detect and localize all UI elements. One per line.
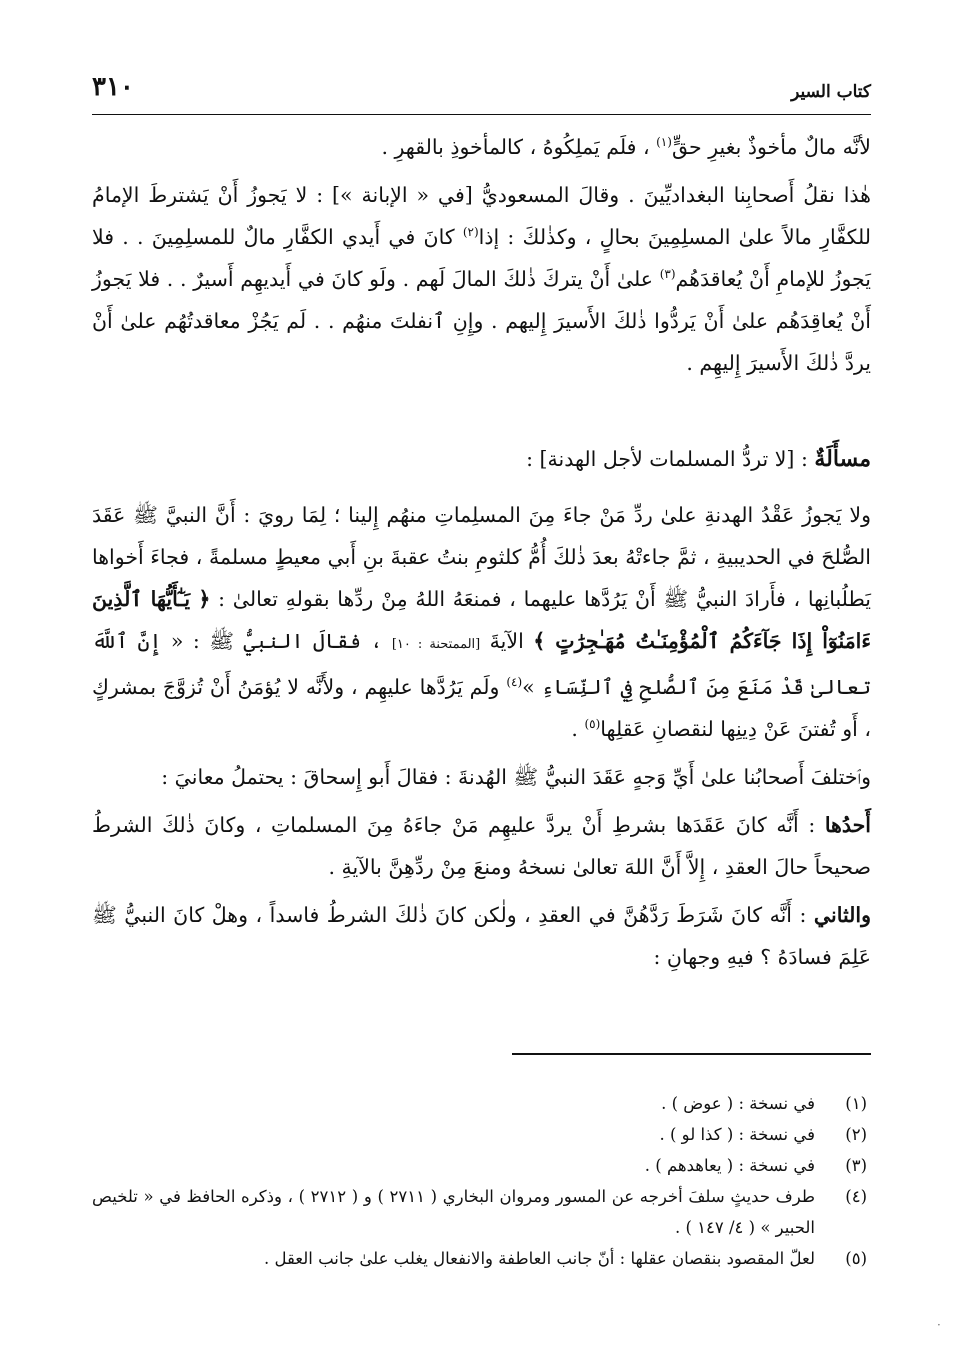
opinion-2-label: والثاني [813,903,871,927]
footnote-text: لعلّ المقصود بنقصان عقلها : أنّ جانب العاطفة والانفعال يغلب علىٰ جانب العقل . [263,1249,815,1268]
footnote-ref-5: (٥) [584,717,601,732]
footnote-number: (٢) [845,1125,867,1144]
footnote-5 [92,1243,871,1274]
paragraph-3-text-b: ، فقالَ النبيُّ ﷺ : « [161,629,392,653]
paragraph-2-text-c: علىٰ أَنْ يتركَ ذٰلكَ المالَ لَهم . ولَو كانَ في أَيديهِم أَسيرٌ . . فلا يَجوزُ أَنْ يُعاقِدَهُم علىٰ أَنْ يَردُّوا ذٰلكَ الأَسيرَ إِليهم . وإِنِ ٱنفلتَ منهُم . . لَم يَجُزْ معاقدتُهُم علىٰ أَنْ يردَّ ذٰلكَ الأَسيرَ إِليهِم . [92,267,871,375]
issue-label: مسأَلَةٌ [814,446,871,472]
opinion-1-text: : أَنَّه كانَ عَقَدَها بشرطِ أَنْ يردَّ عليهِم مَنْ جاءَهُ مِنَ المسلماتِ ، وكانَ ذٰلكَ الشرطُ صحيحاً حالَ العقدِ ، إِلاَّ أَنَّ اللهَ تعالىٰ نسخهُ ومنعَ مِنْ ردِّهِنَّ بالآيةِ . [92,813,871,879]
footnote-ref-1: (١) [656,135,672,150]
paragraph-6 [92,894,871,978]
footnote-number: (٣) [845,1156,867,1175]
opinion-2-text: : أَنَّه كانَ شَرَطَ رَدَّهُنَّ في العقدِ ، ولٰكن كانَ ذٰلكَ الشرطُ فاسداً ، وهلْ كانَ النبيُّ ﷺ عَلِمَ فسادَهُ ؟ فيهِ وجهانِ : [92,903,871,969]
paragraph-1 [92,126,871,168]
paragraph-3-text-a: ولا يَجوزُ عَقْدُ الهدنةِ علىٰ ردِّ مَنْ جاءَ مِنَ المسلِماتِ منهُم إِلينا ؛ لِمَا رويَ : أَنَّ النبيَّ ﷺ عَقَدَ الصُّلحَ في الحديبيةِ ، ثمَّ جاءتْهُ بعدَ ذٰلكَ أُمُّ كلثومِ بنتُ عقبةَ بنِ أَبي معيطٍ مسلمةً ، فجاءَ أَخواها يَطلُبانِها ، فأَرادَ النبيُّ ﷺ أَنْ يَرُدَّها عليهما ، فمنعَهُ اللهُ مِنْ ردِّها بقولهِ تعالىٰ : [92,503,871,611]
hadith-quote: إِنَّ ٱللَّهَ تعالىٰ قَدْ مَنَعَ مِنَ ٱلصُّلحِ فِي ٱلنِّسَاءِ [92,629,871,699]
footnote-2 [92,1119,871,1150]
footnote-text: في نسخة : ( عوض ) . [661,1094,815,1113]
paragraph-3-text-c: » [522,675,542,699]
main-text [92,126,871,984]
footnote-divider [512,1053,871,1055]
footnote-3 [92,1150,871,1181]
footnotes [92,1088,871,1274]
scan-dot: · [937,1318,941,1332]
footnote-ref-2: (٢) [462,225,479,240]
footnote-number: (٤) [845,1187,867,1206]
paragraph-3-text-e: . [571,717,585,741]
header-divider [92,114,871,115]
issue-heading [92,438,871,480]
paragraph-1-text-b: ، فلَم يَملِكُوهُ ، كالمأخوذِ بالقهرِ . [381,135,657,159]
quran-verse-1: ﴿ يَـٰٓأَيُّهَا ٱلَّذِينَ ءَامَنُوٓاْ إِذَا جَآءَكُمُ ٱلْمُؤْمِنَـٰتُ مُهَـٰجِرَٰتٍ ﴾ [92,587,872,653]
footnote-1 [92,1088,871,1119]
opinion-1-label: أَحدُها [824,813,871,837]
footnote-number: (١) [845,1094,867,1113]
paragraph-2-text-b: كانَ في أَيدي الكفَّارِ مالٌ للمسلِمِينَ . . فلا يَجوزُ للإمامِ أَنْ يُعاقدَهُم [92,225,871,291]
paragraph-3-text-d: ولَم يَرُدَّها عليهِم ، ولأَنَّه لا يُؤمَنُ أَنْ تُزوَّجَ بمشركٍ ، أَو تُفتنَ عَنْ دِينِها لنقصانِ عَقلِها [92,675,871,741]
page-header [92,70,871,112]
section-gap [92,398,871,438]
paragraph-1-text-a: لأنَّه مالٌ مأخوذٌ بغيرِ حقٍّ [671,135,871,159]
paragraph-2-text-a: هٰذا نقلُ أَصحابِنا البغداديِّينَ . وقالَ المسعوديُّ [في « الإبانة »] : لا يَجوزُ أَنْ يَشترطَ الإمامُ للكفَّارِ مالاً علىٰ المسلِمِينَ بحالٍ ، وكذٰلكَ : إذا [92,183,871,249]
footnote-text: في نسخة : ( يعاهدهم ) . [644,1156,815,1175]
paragraph-3 [92,494,871,750]
ayah-reference: [الممتحنة : ١٠] [391,637,481,652]
paragraph-3-ayah-word: الآيةَ [480,629,534,653]
footnote-4 [92,1181,871,1243]
footnote-text: في نسخة : ( كذا لو ) . [659,1125,815,1144]
paragraph-5 [92,804,871,888]
paragraph-2 [92,174,871,384]
issue-title: : [لا تردُّ المسلمات لأجل الهدنة] : [526,447,815,471]
running-title: كتاب السير [791,82,871,102]
footnote-ref-4: (٤) [506,675,523,690]
footnote-ref-3: (٣) [659,267,676,282]
footnote-text: طرف حديثٍ سلفَ أخرجه عن المسور ومروان البخاري ( ٢٧١١ ) و ( ٢٧١٢ ) ، وذكره الحافظ في « تلخيص الحبير » ( ٤/ ١٤٧ ) . [92,1187,815,1237]
footnote-number: (٥) [845,1249,867,1268]
paragraph-4: وٱختلفَ أَصحابُنا علىٰ أَيِّ وَجهٍ عَقَدَ النبيُّ ﷺ الهُدنةَ : فقالَ أَبو إِسحاقَ : يحتملُ معانيَ : [161,765,871,789]
page-number: ٣١٠ [92,72,134,102]
